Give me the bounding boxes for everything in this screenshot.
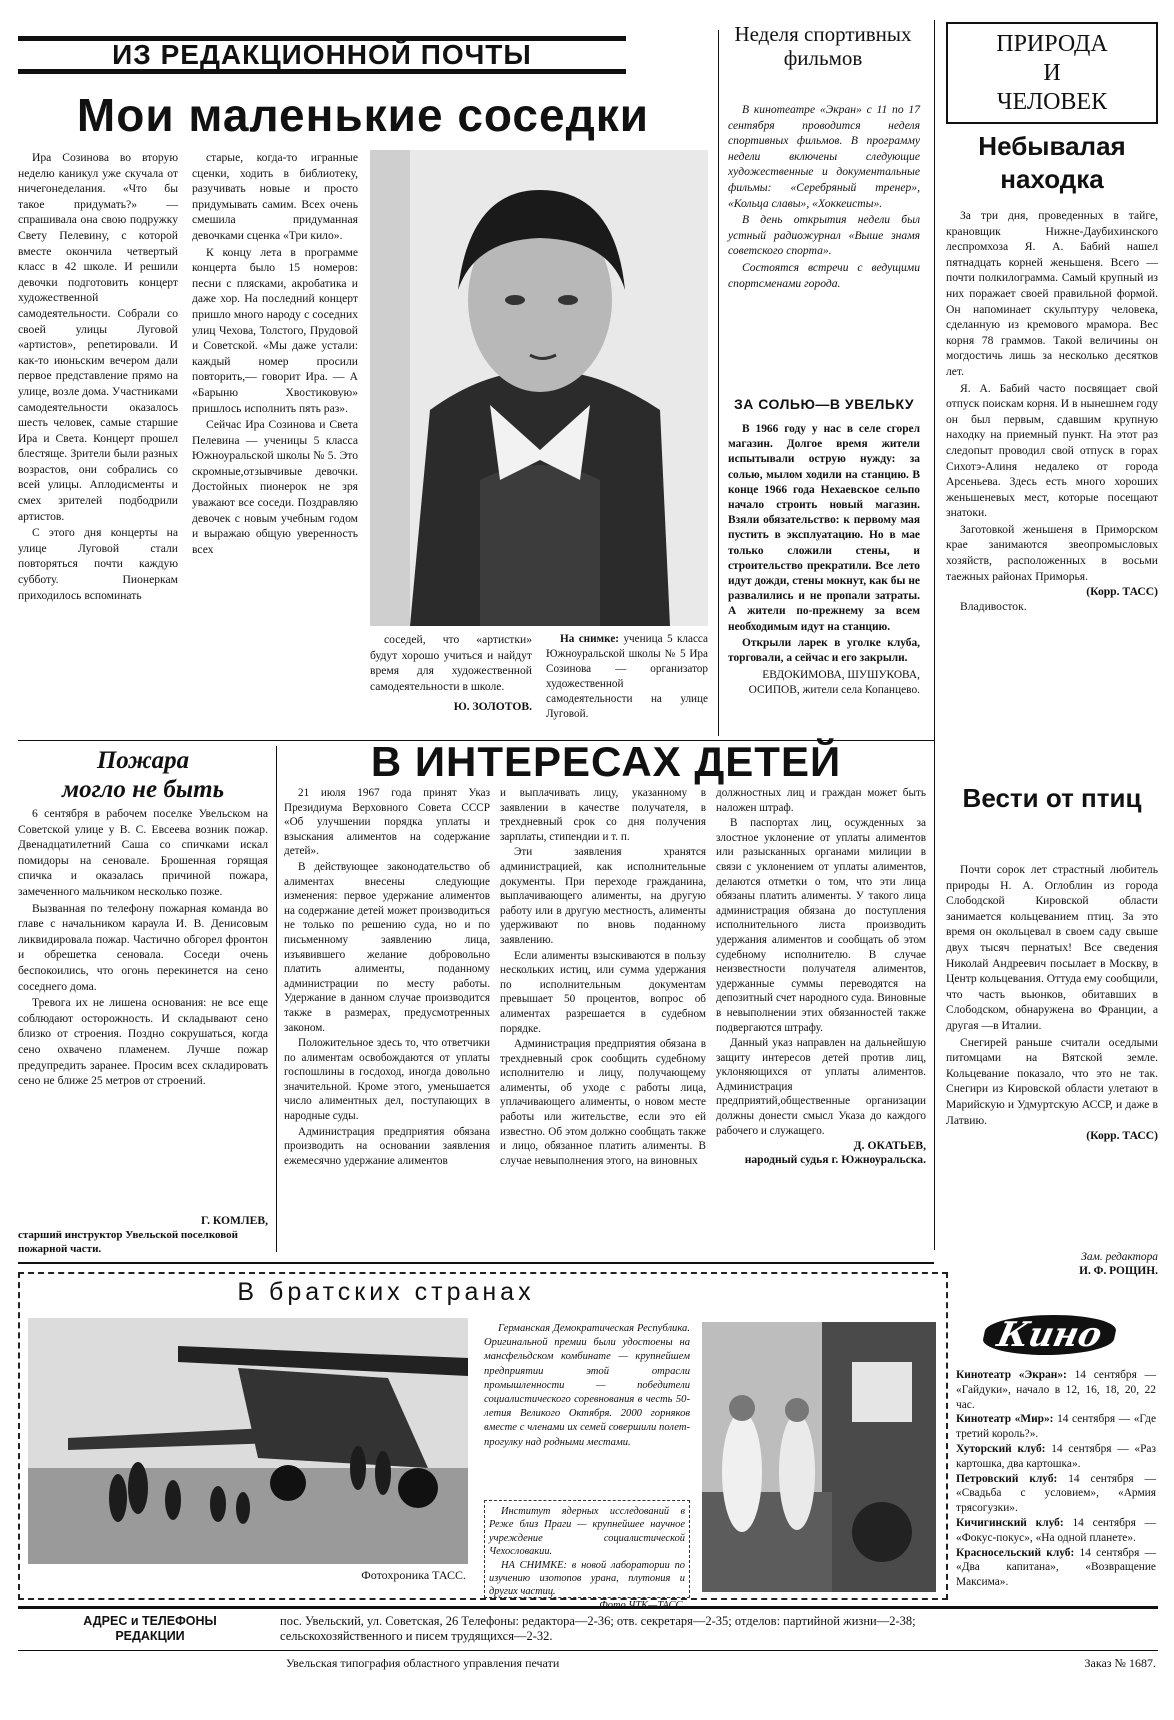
- children-paragraph: Администрация предприятия обязана в трехдневный срок сообщить судебному исполнителю и лицу, получающему алименты, об уходе с работы лица, уплачивающего алименты, о новом месте работы или жительстве, если это ей известно. Об этом должно сообщать также и лицо, обязанное платить алименты. В случае невыполнения этого, на виновных: [500, 1038, 706, 1167]
- lab-image: [702, 1322, 936, 1592]
- birds-signature: (Корр. ТАСС): [1086, 1129, 1158, 1143]
- czech-text: Институт ядерных исследований в Реже близ Праги — крупнейшее научное учреждение социалистической Чехословакии.: [489, 1506, 685, 1558]
- kino-logo: Кино: [980, 1315, 1120, 1355]
- birds-paragraph: Снегирей раньше считали оседлыми питомцами на Вятской земле. Кольцевание показало, что это не так. Снегири из Кировской области улетают в Марийскую и Удмуртскую АССР, и даже в Латвию.: [946, 1035, 1158, 1127]
- children-paragraph: Администрация предприятия обязана производить на основании заявления ежемесячно удержание алиментов: [284, 1125, 490, 1167]
- photo-caption-text: ученица 5 класса Южноуральской школы № 5 Ира Созинова — организатор художественной самодеятельности на улице Луговой.: [546, 633, 708, 720]
- children-column-3: [716, 786, 926, 1252]
- nature-rubric-box: [946, 22, 1158, 124]
- letter-headline: Мои маленькие соседки: [76, 89, 650, 141]
- editor-label: Зам. редактора: [1081, 1251, 1158, 1263]
- column-rule: [718, 30, 719, 736]
- kino-text: 14 сентября — «Гайдуки», начало в 12, 16, 18, 20, 22 час.: [956, 1369, 1156, 1411]
- kino-entry: [956, 1472, 1156, 1516]
- salt-paragraph: В 1966 году у нас в селе сгорел магазин. Долгое время жители испытывали острую нужду: за солью, мылом ходили на станцию. В конце 1966 года Нехаевское сельпо начало строить новый магазин. Взяли обязательство: к первому мая пустить в эксплуатацию. Но в мае только сложили стены, и строительство прекратили. Все лето идут дожди, стены мокнут, как бы не развалились и не пропали затраты. А жители по-прежнему за всем необходимым идут на станцию.: [728, 423, 920, 633]
- children-paragraph: В паспортах лиц, осужденных за злостное уклонение от уплаты алиментов или разысканных органами милиции в связи с уклонением от уплаты алиментов, делаются отметки о том, что эти лица обязаны платить алименты. У такого лица администрация обязана до поступления исполнительного листа производить удержания алиментов и сообщать об этом судебному исполнителю. В случае неизвестности получателя алиментов, удержанные суммы переводятся на депозитный счет народного суда. Виновные в невыполнении этих обязанностей также подвергаются штрафу.: [716, 817, 926, 1034]
- find-headline: Небывалая находка: [978, 131, 1126, 194]
- czech-caption: НА СНИМКЕ: в новой лаборатории по изучению изотопов урана, плутония и других частиц.: [489, 1559, 685, 1598]
- gdr-text: Германская Демократическая Республика. Оригинальной премии были удостоены на мансфельдском комбинате — крупнейшем предприятии этой отрасли промышленности — победители социалистического соревнования в честь 50-летия Великого Октября. 2000 горняков вместе с членами их семей совершили полет-прогулку над родными местами.: [484, 1323, 690, 1448]
- sport-week-paragraph: Состоятся встречи с ведущими спортсменами города.: [728, 260, 920, 290]
- kino-entry: [956, 1516, 1156, 1546]
- footer-rule: [18, 1650, 1158, 1651]
- fraternal-headline: В братских странах: [237, 1278, 535, 1306]
- editor-block: [946, 1250, 1158, 1278]
- column-rule: [276, 746, 277, 1252]
- children-paragraph: Данный указ направлен на дальнейшую защиту интересов детей против лиц, уклоняющихся от уплаты алиментов. Администрация предприятий,общественные организации должны донести смысл Указа до каждого рабочего и служащего.: [716, 1037, 926, 1137]
- children-column-1: [284, 786, 490, 1252]
- kino-listings: [956, 1368, 1156, 1602]
- kino-place: Кинотеатр «Мир»:: [956, 1413, 1054, 1426]
- fire-paragraph: Тревога их не лишена основания: не все еще соблюдают осторожность. И складывают сено близко от строения. Поздно сокрушаться, когда сено охвачено пламенем. Лучше пожар предупредить заранее. Просим всех складировать сено не ближе 25 метров от строений.: [18, 996, 268, 1088]
- children-headline: В ИНТЕРЕСАХ ДЕТЕЙ: [370, 738, 842, 785]
- find-paragraph: За три дня, проведенных в тайге, крановщик Нижне-Даубихинского леспромхоза Я. А. Бабий нашел пятнадцать корней женьшеня. Всего — почти полкилограмма. Самый крупный из них поражает своей правильной формой. Он напоминает скульптуру человека, сделанную из кремового мрамора. Вес корня 78 граммов. Такой величины он могдостичь лишь за несколько десятков лет.: [946, 209, 1158, 378]
- nature-rubric-line: ЧЕЛОВЕК: [996, 88, 1108, 115]
- nature-rubric-line: И: [1043, 59, 1061, 86]
- salt-body: [728, 422, 920, 732]
- footer-address: [280, 1614, 1156, 1644]
- letter-paragraph: Сейчас Ира Созинова и Света Пелевина — ученицы 5 класса Южноуральской школы № 5. Это скромные,отзывчивые девочки. Достойных пионерок не зря уважают все соседи. Поздравляю девочек с новым учебным годом и выражаю общую уверенность всех: [192, 418, 358, 556]
- kino-place: Кичигинский клуб:: [956, 1516, 1064, 1529]
- footer-address-line: сельскохозяйственного и писем трудящихся—2-32.: [280, 1629, 553, 1643]
- letter-column-2: [192, 150, 358, 740]
- sport-week-body: [728, 102, 920, 402]
- children-paragraph: В действующее законодательство об алиментах внесены следующие изменения: первое удержание алиментов на содержание детей может производиться не только по решению суда, но и по письменному заявлению лица, изъявившего желание добровольно платить алименты, поданному администрации по месту работы. Удержание в данном случае производится также в размерах, предусмотренных законом.: [284, 860, 490, 1034]
- kino-entry: [956, 1546, 1156, 1590]
- letter-paragraph: Ира Созинова во вторую неделю каникул уже скучала от ничегонеделания. «Что бы такое придумать?» — спрашивала она свою подружку Свету Пелевину, с которой вместе окончила четвертый класс в 42 школе. И решили девочки подготовить концерт художественной самодеятельности. Собрали со своей улицы Луговой «артистов», репетировали. И как-то июньским вечером дали первое представление прямо на улице, возле дома. Участниками самодеятельности оказалось шесть человек, самые старшие Ира и Света. Концерт прошел блестяще. Зрители были разных возрастов, они собрались со всей улицы. Аплодисменты и смех зрителей подбодрили артистов.: [18, 151, 178, 523]
- fire-signature-title: старший инструктор Увельской поселковой пожарной части.: [18, 1229, 238, 1255]
- plane-photo-caption: Фотохроника ТАСС.: [361, 1568, 466, 1582]
- letter-paragraph: старые, когда-то игранные сценки, ходить в библиотеку, разучивать новые и просто придумывать самим. Всех очень смешила придуманная девочками сценка «Три кило».: [192, 151, 358, 242]
- plane-photo: [28, 1318, 468, 1564]
- kino-place: Кинотеатр «Экран»:: [956, 1369, 1067, 1381]
- salt-paragraph: Открыли ларек в уголке клуба, торговали, а сейчас и его закрыли.: [728, 636, 920, 665]
- children-paragraph: Положительное здесь то, что ответчики по алиментам освобождаются от уплаты госпошлины в госдоход, иногда довольно значительной. Кроме этого, уменьшается число алиментных дел, поступающих в народные суды.: [284, 1037, 490, 1123]
- kino-entry: [956, 1412, 1156, 1442]
- letter-paragraph: К концу лета в программе концерта было 15 номеров: песни с плясками, акробатика и даже хор. На последний концерт пришло много народу с соседних улиц Чехова, Толстого, Прудовой и Советской. «Мы даже устали: каждый номер просили повторить,— говорит Ира. — А «Барыню Хвостиковую» пришлось исполнить пять раз».: [192, 245, 358, 415]
- sport-week-headline: Неделя спортивных фильмов: [734, 22, 912, 70]
- letter-column-1: [18, 150, 178, 632]
- kino-text: 14 сентября — «Свадьба с условием», «Армия трясогузки».: [956, 1472, 1156, 1515]
- kino-logo-wrap: [960, 1312, 1140, 1358]
- kino-text: 14 сентября — «Где третий король?».: [956, 1413, 1156, 1441]
- children-column-2: [500, 786, 706, 1252]
- birds-body: [946, 862, 1158, 1238]
- find-city: Владивосток.: [960, 600, 1027, 614]
- rubric-title: ИЗ РЕДАКЦИОННОЙ ПОЧТЫ: [112, 39, 532, 70]
- nature-rubric-line: ПРИРОДА: [996, 30, 1108, 57]
- letter-paragraph: С этого дня концерты на улице Луговой стали повторяться почти каждую субботу. Пионеркам приходилось вспоминать: [18, 526, 178, 602]
- column-rule: [934, 20, 935, 1250]
- section-rule: [18, 1262, 934, 1264]
- footer-address-label-line: РЕДАКЦИИ: [115, 1629, 185, 1643]
- fire-paragraph: 6 сентября в рабочем поселке Увельском на Советской улице у В. С. Евсеева возник пожар. Двенадцатилетний Саша со спичками искал помидоры на сеновале. Брошенная горящая спичка и оказалась причиной пожара, замеченного мальчиком несколько позже.: [18, 807, 268, 898]
- birds-paragraph: Почти сорок лет страстный любитель природы Н. А. Оглоблин из города Слободской Кировской области занимается кольцеванием птиц. За это время он окольцевал в своем саду свыше двух тысяч пернатых! Все сведения Николай Андреевич посылает в Москву, в Центр кольцевания. Оттуда ему сообщили, что часть вьюнков, обитавших в Слободском, обнаружена во Франции, а другая —в Италии.: [946, 863, 1158, 1032]
- kino-text: 14 сентября — «Раз картошка, два картошка».: [956, 1442, 1156, 1470]
- kino-place: Красносельский клуб:: [956, 1546, 1075, 1559]
- find-paragraph: Заготовкой женьшеня в Приморском крае занимаются звеопромысловых хозяйств, расположенных в восьми таежных районах Приморья.: [946, 522, 1158, 583]
- plane-image: [28, 1318, 468, 1564]
- children-signature-name: Д. ОКАТЬЕВ,: [853, 1139, 926, 1153]
- footer-rule: [18, 1606, 1158, 1609]
- fire-body: [18, 806, 268, 1212]
- kino-text: 14 сентября — «Фокус-покус», «На одной планете».: [956, 1516, 1157, 1544]
- sport-week-paragraph: В кинотеатре «Экран» с 11 по 17 сентября проводится неделя спортивных фильмов. В программу недели включены следующие художественные и документальные фильмы: «Серебряный тренер», «Кольца славы», «Хоккеисты».: [728, 103, 920, 210]
- editor-name: И. Ф. РОЩИН.: [1079, 1265, 1158, 1277]
- girl-portrait-photo: [370, 150, 708, 626]
- children-paragraph: и выплачивать лицу, указанному в заявлении в качестве получателя, в трехдневный срок со дня получения зарплаты, стипендии и т. п.: [500, 787, 706, 843]
- kino-place: Петровский клуб:: [956, 1472, 1058, 1485]
- children-paragraph: 21 июля 1967 года принят Указ Президиума Верховного Совета СССР «Об улучшении порядка уплаты и взыскания алиментов на содержание детей».: [284, 787, 490, 858]
- fire-headline-line: могло не быть: [61, 776, 225, 803]
- rubric-banner: [18, 36, 626, 74]
- find-body: [946, 208, 1158, 768]
- salt-signature: ЕВДОКИМОВА, ШУШУКОВА, ОСИПОВ, жители села Копанцево.: [748, 669, 920, 697]
- footer-address-label-line: АДРЕС и ТЕЛЕФОНЫ: [83, 1614, 217, 1628]
- fire-signature: [18, 1214, 268, 1256]
- children-signature-title: народный судья г. Южноуральска.: [744, 1153, 926, 1167]
- children-paragraph: должностных лиц и граждан может быть наложен штраф.: [716, 787, 926, 814]
- fire-paragraph: Вызванная по телефону пожарная команда во главе с начальником караула И. В. Денисовым ликвидировала пожар. Частично обгорел фронтон и обрешетка сеновала. Соседи очень беспокоились, что огонь перекинется на сено соседнего дома.: [18, 901, 268, 993]
- czech-text-box: [484, 1500, 690, 1598]
- birds-headline: Вести от птиц: [962, 783, 1142, 813]
- footer-address-label: [40, 1614, 260, 1644]
- sport-week-paragraph: В день открытия недели был устный радиожурнал «Выше знамя советского спорта».: [728, 213, 920, 258]
- footer-printer: Увельская типография областного управления печати: [286, 1656, 560, 1670]
- footer-address-line: пос. Увельский, ул. Советская, 26 Телефоны: редактора—2-36; отв. секретаря—2-35; отделов: партийной жизни—2-38;: [280, 1614, 916, 1628]
- letter-paragraph: соседей, что «артистки» будут хорошо учиться и найдут время для художественной самодеятельности в школе.: [370, 633, 532, 693]
- fire-headline-line: Пожара: [96, 747, 190, 774]
- footer-order: Заказ № 1687.: [1084, 1656, 1156, 1670]
- children-paragraph: Эти заявления хранятся администрацией, как исполнительные документы. При переходе гражданина, выплачивающего алименты, на другую работу или в другую местность, алименты удерживают по вновь поданному заявлению.: [500, 846, 706, 946]
- children-paragraph: Если алименты взыскиваются в пользу нескольких истиц, или сумма удержания по исполнительным документам превышает 50 процентов, вопрос об алиментах разрешается в судебном порядке.: [500, 949, 706, 1035]
- kino-entry: [956, 1368, 1156, 1412]
- photo-caption-label: На снимке:: [560, 633, 620, 645]
- find-paragraph: Я. А. Бабий часто посвящает свой отпуск поискам корня. И в нынешнем году он был первым, сдавшим крупную находку на приемный пункт. На этот раз следопыт проводил свой отпуск в горах Сихотэ-Алиня недалеко от города Арсеньева. Здесь есть много хороших женьшеневых мест, которые посещают знатоки.: [946, 381, 1158, 520]
- letter-column-3: [370, 632, 532, 732]
- lab-photo: [702, 1322, 936, 1592]
- letter-signature: Ю. ЗОЛОТОВ.: [453, 700, 532, 714]
- salt-headline: ЗА СОЛЬЮ—В УВЕЛЬКУ: [734, 396, 915, 412]
- fire-headline: [18, 746, 268, 804]
- find-signature: (Корр. ТАСС): [1086, 585, 1158, 599]
- photo-caption: [546, 632, 708, 732]
- fire-signature-name: Г. КОМЛЕВ,: [201, 1214, 268, 1227]
- kino-entry: [956, 1442, 1156, 1472]
- kino-place: Хуторский клуб:: [956, 1442, 1046, 1455]
- girl-portrait-image: [370, 150, 708, 626]
- kino-text: 14 сентября — «Два капитана», «Возвращение Максима».: [956, 1546, 1156, 1589]
